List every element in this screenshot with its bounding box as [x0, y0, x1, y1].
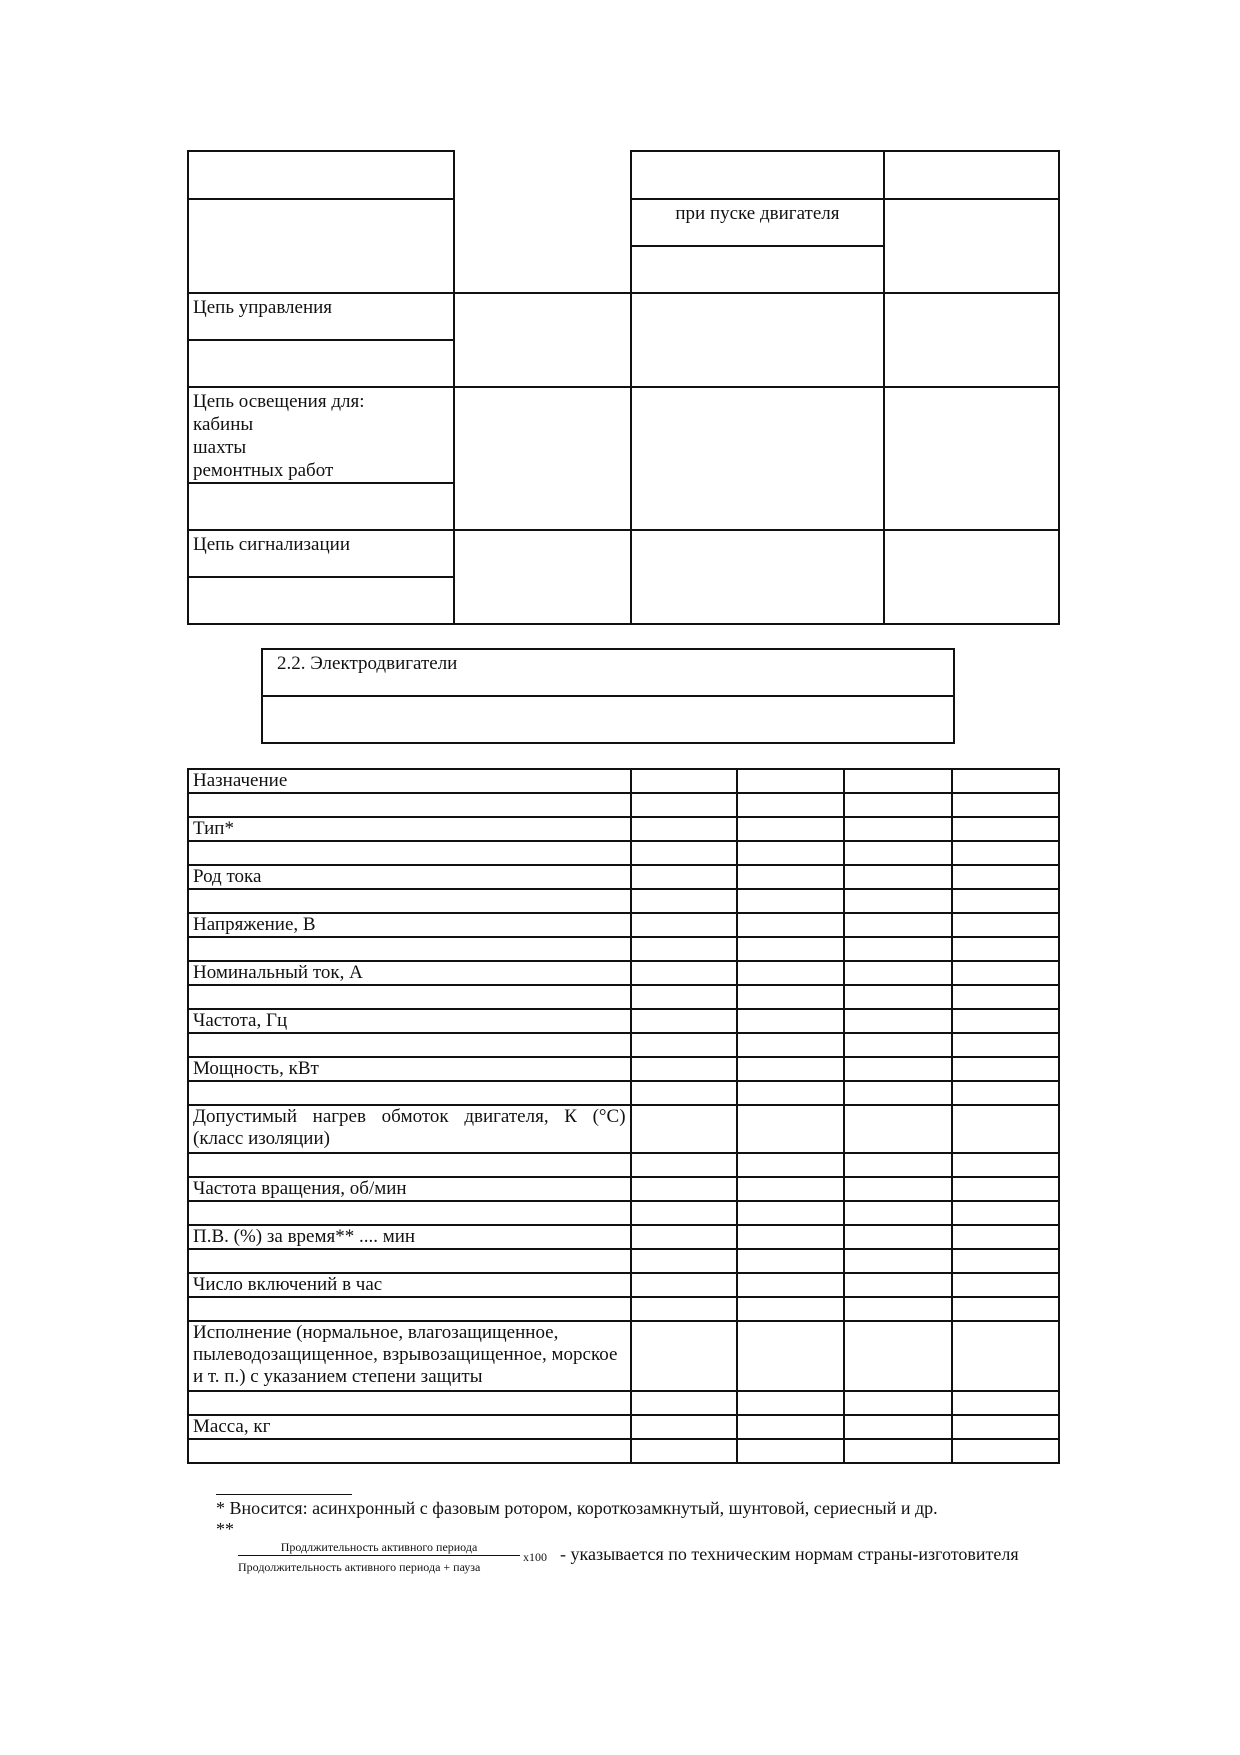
value-cell — [737, 1225, 844, 1249]
footnote-2-mark: ** — [216, 1519, 234, 1539]
value-cell — [631, 1439, 737, 1463]
row-label-empty — [188, 1391, 631, 1415]
value-cell — [631, 1033, 737, 1057]
motors-table — [187, 768, 1060, 1464]
value-cell — [631, 793, 737, 817]
value-cell — [844, 889, 951, 913]
value-cell — [844, 1033, 951, 1057]
row-label-empty — [188, 889, 631, 913]
value-cell — [952, 1009, 1059, 1033]
value-cell — [737, 793, 844, 817]
value-cell — [737, 1105, 844, 1153]
table-row — [188, 1273, 1059, 1297]
row-label-empty — [188, 1297, 631, 1321]
table-row — [188, 769, 1059, 793]
cell — [188, 340, 454, 387]
value-cell — [844, 913, 951, 937]
table-row — [188, 865, 1059, 889]
value-cell — [737, 817, 844, 841]
value-cell — [952, 1321, 1059, 1391]
value-cell — [631, 937, 737, 961]
value-cell — [952, 1225, 1059, 1249]
cell — [631, 530, 885, 624]
cell — [188, 483, 454, 530]
cell — [188, 577, 454, 624]
value-cell — [844, 1057, 951, 1081]
value-cell — [737, 889, 844, 913]
circuits-table — [187, 150, 1060, 625]
value-cell — [631, 1391, 737, 1415]
table-row — [188, 1081, 1059, 1105]
value-cell — [844, 1081, 951, 1105]
table-row — [188, 889, 1059, 913]
value-cell — [952, 1439, 1059, 1463]
value-cell — [844, 1297, 951, 1321]
value-cell — [737, 937, 844, 961]
row-label-empty — [188, 985, 631, 1009]
value-cell — [737, 985, 844, 1009]
value-cell — [952, 769, 1059, 793]
cell — [884, 387, 1059, 530]
value-cell — [952, 793, 1059, 817]
value-cell — [631, 1297, 737, 1321]
value-cell — [844, 961, 951, 985]
cell — [884, 530, 1059, 624]
value-cell — [952, 1201, 1059, 1225]
value-cell — [844, 1391, 951, 1415]
value-cell — [631, 865, 737, 889]
cell — [631, 246, 885, 293]
row-label-empty — [188, 793, 631, 817]
footnote-2-text: - указывается по техническим нормам страны-изготовителя — [560, 1544, 1019, 1564]
section-table — [261, 648, 955, 744]
fraction-numerator: Продлжительность активного периода — [238, 1540, 520, 1556]
table-row — [188, 1057, 1059, 1081]
value-cell — [952, 985, 1059, 1009]
table-row — [188, 793, 1059, 817]
cell — [454, 387, 631, 530]
table-row — [188, 1105, 1059, 1153]
value-cell — [844, 1201, 951, 1225]
row-label: Частота вращения, об/мин — [188, 1177, 631, 1201]
value-cell — [631, 1009, 737, 1033]
row-label-empty — [188, 1153, 631, 1177]
value-cell — [631, 769, 737, 793]
table-row — [188, 1225, 1059, 1249]
section-title: 2.2. Электродвигатели — [262, 649, 954, 696]
table-row — [188, 961, 1059, 985]
row-label: Род тока — [188, 865, 631, 889]
value-cell — [737, 1033, 844, 1057]
value-cell — [631, 1177, 737, 1201]
cell — [631, 151, 885, 199]
motor-start-label: при пуске двигателя — [631, 199, 885, 246]
row-label: Номинальный ток, А — [188, 961, 631, 985]
table-row — [188, 817, 1059, 841]
value-cell — [631, 1201, 737, 1225]
value-cell — [844, 1177, 951, 1201]
row-label: Число включений в час — [188, 1273, 631, 1297]
value-cell — [737, 1177, 844, 1201]
table-row — [188, 1177, 1059, 1201]
value-cell — [844, 1225, 951, 1249]
value-cell — [737, 769, 844, 793]
value-cell — [844, 1009, 951, 1033]
value-cell — [631, 1225, 737, 1249]
row-label: П.В. (%) за время** .... мин — [188, 1225, 631, 1249]
table-row — [188, 985, 1059, 1009]
row-label: Напряжение, В — [188, 913, 631, 937]
cell — [884, 199, 1059, 293]
value-cell — [631, 1415, 737, 1439]
row-label: Исполнение (нормальное, влагозащищенное, пылеводозащищенное, взрывозащищенное, морское и т. п.) с указанием степени защиты — [188, 1321, 631, 1391]
signal-circuit-label: Цепь сигнализации — [188, 530, 454, 577]
value-cell — [631, 1105, 737, 1153]
value-cell — [737, 1321, 844, 1391]
row-label-empty — [188, 1033, 631, 1057]
value-cell — [631, 961, 737, 985]
value-cell — [952, 1081, 1059, 1105]
row-label: Масса, кг — [188, 1415, 631, 1439]
value-cell — [952, 841, 1059, 865]
table-row — [188, 1321, 1059, 1391]
value-cell — [952, 1057, 1059, 1081]
value-cell — [952, 1105, 1059, 1153]
value-cell — [737, 1439, 844, 1463]
value-cell — [952, 817, 1059, 841]
value-cell — [952, 1273, 1059, 1297]
table-row — [188, 1153, 1059, 1177]
table-row — [188, 1201, 1059, 1225]
row-label-empty — [188, 841, 631, 865]
value-cell — [631, 985, 737, 1009]
cell — [631, 293, 885, 387]
value-cell — [844, 793, 951, 817]
table-row — [188, 913, 1059, 937]
value-cell — [952, 865, 1059, 889]
value-cell — [737, 1081, 844, 1105]
value-cell — [952, 1153, 1059, 1177]
value-cell — [737, 1057, 844, 1081]
row-label: Назначение — [188, 769, 631, 793]
lighting-circuit-label: Цепь освещения для: кабины шахты ремонтных работ — [188, 387, 454, 483]
cell — [262, 696, 954, 743]
value-cell — [737, 865, 844, 889]
row-label-empty — [188, 1249, 631, 1273]
table-row — [188, 1297, 1059, 1321]
footnote-divider — [216, 1494, 352, 1495]
value-cell — [844, 1249, 951, 1273]
row-label: Мощность, кВт — [188, 1057, 631, 1081]
cell — [188, 151, 454, 199]
value-cell — [737, 1297, 844, 1321]
value-cell — [844, 1415, 951, 1439]
value-cell — [631, 1081, 737, 1105]
value-cell — [844, 1321, 951, 1391]
table-row — [188, 1391, 1059, 1415]
fraction-multiplier: х100 — [523, 1550, 547, 1564]
value-cell — [952, 913, 1059, 937]
table-row — [188, 1415, 1059, 1439]
value-cell — [952, 1033, 1059, 1057]
control-circuit-label: Цепь управления — [188, 293, 454, 340]
table-row — [188, 1439, 1059, 1463]
value-cell — [844, 841, 951, 865]
duty-cycle-fraction — [238, 1540, 520, 1574]
value-cell — [844, 1439, 951, 1463]
value-cell — [631, 1057, 737, 1081]
value-cell — [631, 889, 737, 913]
value-cell — [737, 1009, 844, 1033]
value-cell — [737, 913, 844, 937]
value-cell — [952, 937, 1059, 961]
value-cell — [844, 1105, 951, 1153]
value-cell — [844, 1153, 951, 1177]
value-cell — [737, 1391, 844, 1415]
cell — [454, 530, 631, 624]
value-cell — [844, 817, 951, 841]
value-cell — [844, 937, 951, 961]
value-cell — [737, 1273, 844, 1297]
row-label: Частота, Гц — [188, 1009, 631, 1033]
table-row — [188, 1033, 1059, 1057]
fraction-denominator: Продолжительность активного периода + пауза — [238, 1560, 481, 1574]
value-cell — [631, 817, 737, 841]
value-cell — [737, 841, 844, 865]
value-cell — [952, 961, 1059, 985]
value-cell — [952, 889, 1059, 913]
row-label: Тип* — [188, 817, 631, 841]
cell — [884, 293, 1059, 387]
row-label-empty — [188, 1439, 631, 1463]
value-cell — [952, 1415, 1059, 1439]
value-cell — [737, 961, 844, 985]
value-cell — [844, 865, 951, 889]
value-cell — [844, 1273, 951, 1297]
footnote-1: * Вносится: асинхронный с фазовым ротором, короткозамкнутый, шунтовой, сериесный и др. — [216, 1498, 938, 1518]
cell — [188, 199, 454, 293]
cell — [884, 151, 1059, 199]
value-cell — [631, 841, 737, 865]
cell — [454, 293, 631, 387]
cell — [454, 151, 631, 293]
value-cell — [952, 1249, 1059, 1273]
cell — [631, 387, 885, 530]
table-row — [188, 841, 1059, 865]
value-cell — [631, 1321, 737, 1391]
value-cell — [631, 913, 737, 937]
row-label-empty — [188, 1201, 631, 1225]
value-cell — [737, 1153, 844, 1177]
value-cell — [844, 769, 951, 793]
table-row — [188, 937, 1059, 961]
row-label: Допустимый нагрев обмоток двигателя, К (°С) (класс изоляции) — [188, 1105, 631, 1153]
row-label-empty — [188, 937, 631, 961]
row-label-empty — [188, 1081, 631, 1105]
value-cell — [631, 1249, 737, 1273]
table-row — [188, 1249, 1059, 1273]
table-row — [188, 1009, 1059, 1033]
value-cell — [952, 1391, 1059, 1415]
value-cell — [631, 1273, 737, 1297]
value-cell — [737, 1201, 844, 1225]
value-cell — [844, 985, 951, 1009]
value-cell — [631, 1153, 737, 1177]
value-cell — [737, 1249, 844, 1273]
value-cell — [952, 1297, 1059, 1321]
value-cell — [952, 1177, 1059, 1201]
value-cell — [737, 1415, 844, 1439]
